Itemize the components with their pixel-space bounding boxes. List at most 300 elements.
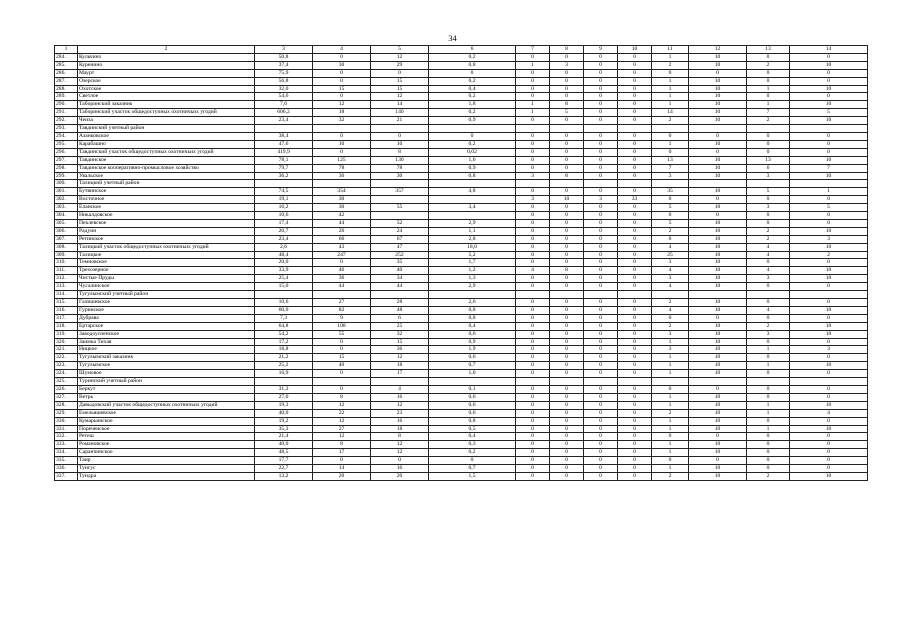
column-header: 12 [689, 46, 747, 54]
value-cell: 28 [371, 299, 429, 307]
value-cell: 0 [516, 275, 550, 283]
value-cell: 15 [371, 85, 429, 93]
value-cell: 2 [652, 409, 689, 417]
value-cell: 10 [689, 101, 747, 109]
value-cell: 60,0 [255, 306, 313, 314]
value-cell: 1,6 [429, 156, 516, 164]
value-cell: 108 [313, 322, 371, 330]
value-cell: 0 [618, 425, 652, 433]
value-cell: 0 [516, 465, 550, 473]
value-cell: 0 [516, 370, 550, 378]
value-cell: 3 [516, 172, 550, 180]
value-cell [584, 180, 618, 188]
value-cell: 0 [790, 69, 868, 77]
area-name-cell: Шумовое [78, 370, 255, 378]
area-name-cell: Талицкое [78, 251, 255, 259]
value-cell [371, 291, 429, 299]
value-cell: 0 [747, 370, 790, 378]
value-cell: 8 [550, 101, 584, 109]
value-cell [429, 125, 516, 133]
value-cell: 10 [689, 227, 747, 235]
value-cell: 0 [516, 362, 550, 370]
value-cell: 17,4 [255, 219, 313, 227]
value-cell: 4,8 [429, 188, 516, 196]
value-cell [313, 378, 371, 386]
value-cell: 0 [689, 314, 747, 322]
value-cell: 4 [747, 243, 790, 251]
value-cell: 35 [371, 259, 429, 267]
value-cell: 10 [689, 299, 747, 307]
table-row [55, 69, 868, 77]
row-number-cell: 328. [55, 401, 78, 409]
area-name-cell: Гуринское [78, 306, 255, 314]
value-cell: 10 [689, 449, 747, 457]
row-number-cell: 316. [55, 306, 78, 314]
value-cell: 0,7 [429, 465, 516, 473]
value-cell: 0 [790, 370, 868, 378]
value-cell: 0 [584, 457, 618, 465]
value-cell: 18 [371, 425, 429, 433]
value-cell: 0 [516, 227, 550, 235]
value-cell: 130 [371, 156, 429, 164]
column-header: 3 [255, 46, 313, 54]
value-cell: 0 [790, 132, 868, 140]
table-row [55, 219, 868, 227]
value-cell: 0 [584, 188, 618, 196]
value-cell: 48,4 [255, 251, 313, 259]
value-cell: 24 [371, 227, 429, 235]
value-cell: 0 [550, 346, 584, 354]
value-cell [255, 291, 313, 299]
value-cell: 0 [584, 346, 618, 354]
value-cell: 3 [516, 196, 550, 204]
value-cell: 0 [550, 275, 584, 283]
value-cell: 0 [747, 385, 790, 393]
value-cell: 0 [550, 441, 584, 449]
value-cell: 31,3 [255, 385, 313, 393]
area-name-cell: Еланское [78, 204, 255, 212]
value-cell: 10 [689, 322, 747, 330]
area-name-cell: Светлое [78, 93, 255, 101]
value-cell: 0 [584, 385, 618, 393]
value-cell: 0 [790, 283, 868, 291]
table-row [55, 457, 868, 465]
value-cell: 0 [516, 85, 550, 93]
row-number-cell: 288. [55, 85, 78, 93]
value-cell: 0 [618, 362, 652, 370]
value-cell: 12 [371, 93, 429, 101]
table-row [55, 93, 868, 101]
value-cell: 0 [550, 354, 584, 362]
value-cell: 0 [618, 227, 652, 235]
value-cell [689, 125, 747, 133]
value-cell: 0 [313, 93, 371, 101]
value-cell: 1 [652, 338, 689, 346]
value-cell: 12 [371, 449, 429, 457]
value-cell: 0 [550, 77, 584, 85]
value-cell: 10 [790, 275, 868, 283]
table-row [55, 330, 868, 338]
value-cell: 7,3 [255, 314, 313, 322]
value-cell: 1 [747, 409, 790, 417]
value-cell: 3 [790, 346, 868, 354]
value-cell: 64,8 [255, 322, 313, 330]
value-cell: 0 [618, 457, 652, 465]
value-cell: 10 [790, 172, 868, 180]
value-cell: 0,02 [429, 148, 516, 156]
table-row [55, 172, 868, 180]
value-cell: 5 [550, 109, 584, 117]
area-name-cell: Маурт [78, 69, 255, 77]
value-cell: 0 [516, 457, 550, 465]
value-cell: 0 [790, 417, 868, 425]
value-cell [689, 378, 747, 386]
value-cell: 0 [550, 338, 584, 346]
value-cell: 0 [584, 109, 618, 117]
row-number-cell: 292. [55, 117, 78, 125]
value-cell: 0 [584, 259, 618, 267]
value-cell: 0 [618, 283, 652, 291]
value-cell: 0,2 [429, 449, 516, 457]
value-cell: 0 [747, 393, 790, 401]
table-row [55, 267, 868, 275]
value-cell: 0 [584, 219, 618, 227]
value-cell [618, 180, 652, 188]
value-cell: 5 [652, 204, 689, 212]
value-cell: 0 [790, 259, 868, 267]
area-name-cell: Заимка Тихая [78, 338, 255, 346]
value-cell: 4 [652, 267, 689, 275]
value-cell: 2 [747, 472, 790, 480]
value-cell [790, 291, 868, 299]
value-cell: 1 [747, 425, 790, 433]
value-cell: 0 [790, 465, 868, 473]
value-cell: 7 [790, 164, 868, 172]
table-row [55, 346, 868, 354]
value-cell: 54,6 [255, 93, 313, 101]
value-cell: 3 [652, 259, 689, 267]
value-cell [371, 212, 429, 220]
column-header: 2 [78, 46, 255, 54]
value-cell: 0,8 [429, 172, 516, 180]
value-cell: 0 [652, 69, 689, 77]
row-number-cell: 285. [55, 61, 78, 69]
value-cell: 12 [313, 433, 371, 441]
value-cell [550, 378, 584, 386]
value-cell: 0 [550, 204, 584, 212]
value-cell: 0 [371, 132, 429, 140]
value-cell: 0 [790, 148, 868, 156]
value-cell: 4 [790, 409, 868, 417]
value-cell: 0 [584, 172, 618, 180]
row-number-cell: 301. [55, 188, 78, 196]
column-header: 11 [652, 46, 689, 54]
value-cell: 67 [371, 235, 429, 243]
value-cell: 0 [584, 306, 618, 314]
value-cell: 0 [516, 132, 550, 140]
value-cell: 0 [516, 441, 550, 449]
area-name-cell: Тавдинский участок общедоступных охотничьих угодий [78, 148, 255, 156]
value-cell: 3 [790, 235, 868, 243]
area-name-cell: Дубрава [78, 314, 255, 322]
value-cell: 1,9 [429, 346, 516, 354]
value-cell [550, 125, 584, 133]
value-cell: 1 [652, 93, 689, 101]
value-cell: 0 [652, 314, 689, 322]
value-cell: 0 [516, 212, 550, 220]
value-cell: 0 [618, 117, 652, 125]
row-number-cell: 333. [55, 441, 78, 449]
value-cell: 30 [371, 172, 429, 180]
value-cell [584, 378, 618, 386]
area-name-cell: Тавдинское кооперативно-промысловое хозяйство [78, 164, 255, 172]
value-cell: 33,9 [255, 267, 313, 275]
value-cell: 0,4 [429, 322, 516, 330]
value-cell: 40 [313, 362, 371, 370]
value-cell: 8 [550, 172, 584, 180]
value-cell: 10 [689, 109, 747, 117]
value-cell: 0 [584, 101, 618, 109]
value-cell: 0,6 [429, 401, 516, 409]
value-cell: 0 [371, 69, 429, 77]
value-cell: 30 [313, 196, 371, 204]
area-name-cell: Талицкий участок общедоступных охотничьих угодий [78, 243, 255, 251]
value-cell: 10 [689, 401, 747, 409]
table-row [55, 362, 868, 370]
value-cell: 38,4 [255, 132, 313, 140]
column-header: 4 [313, 46, 371, 54]
value-cell [747, 125, 790, 133]
value-cell: 1 [652, 417, 689, 425]
table-row [55, 180, 868, 188]
value-cell: 10 [550, 196, 584, 204]
value-cell: 0 [790, 140, 868, 148]
value-cell: 10 [689, 472, 747, 480]
value-cell: 10 [790, 425, 868, 433]
row-number-cell: 334. [55, 449, 78, 457]
value-cell: 25 [371, 322, 429, 330]
value-cell: 10 [689, 354, 747, 362]
value-cell: 15 [371, 77, 429, 85]
area-name-cell: Чистые Пруды [78, 275, 255, 283]
value-cell: 0 [550, 362, 584, 370]
value-cell: 10 [790, 306, 868, 314]
row-number-cell: 290. [55, 101, 78, 109]
value-cell [747, 378, 790, 386]
value-cell: 0 [747, 77, 790, 85]
table-row [55, 196, 868, 204]
value-cell: 0 [550, 322, 584, 330]
row-number-cell: 298. [55, 164, 78, 172]
value-cell: 0 [516, 53, 550, 61]
row-number-cell: 314. [55, 291, 78, 299]
value-cell: 18,8 [255, 346, 313, 354]
value-cell: 0 [618, 259, 652, 267]
area-name-cell: Никалдовское [78, 212, 255, 220]
value-cell: 8 [371, 148, 429, 156]
value-cell: 10 [689, 275, 747, 283]
area-name-cell: Темновское [78, 259, 255, 267]
value-cell: 0 [516, 117, 550, 125]
row-number-cell: 302. [55, 196, 78, 204]
row-number-cell: 323. [55, 362, 78, 370]
row-number-cell: 332. [55, 433, 78, 441]
value-cell: 10 [689, 188, 747, 196]
value-cell: 0 [790, 449, 868, 457]
area-name-cell: Восточное [78, 196, 255, 204]
value-cell [429, 378, 516, 386]
row-number-cell: 287. [55, 77, 78, 85]
value-cell: 7,6 [255, 101, 313, 109]
value-cell: 17 [313, 449, 371, 457]
value-cell: 0 [516, 417, 550, 425]
row-number-cell: 297. [55, 156, 78, 164]
value-cell: 0 [516, 148, 550, 156]
area-name-cell: Увальское [78, 172, 255, 180]
column-header: 1 [55, 46, 78, 54]
value-cell [550, 180, 584, 188]
value-cell: 0 [550, 417, 584, 425]
value-cell: 0 [516, 393, 550, 401]
value-cell: 10 [689, 204, 747, 212]
value-cell: 1 [652, 53, 689, 61]
value-cell: 3 [584, 196, 618, 204]
value-cell: 0 [584, 393, 618, 401]
value-cell [550, 291, 584, 299]
row-number-cell: 322. [55, 354, 78, 362]
value-cell: 0,6 [429, 409, 516, 417]
value-cell: 0 [584, 204, 618, 212]
value-cell: 1 [747, 401, 790, 409]
value-cell: 22 [313, 409, 371, 417]
area-name-cell: Ретинское [78, 235, 255, 243]
value-cell: 5 [790, 204, 868, 212]
value-cell: 0 [550, 465, 584, 473]
value-cell: 35 [652, 188, 689, 196]
table-row [55, 322, 868, 330]
row-number-cell: 309. [55, 251, 78, 259]
value-cell: 78 [313, 164, 371, 172]
value-cell: 0 [313, 53, 371, 61]
value-cell: 16 [371, 417, 429, 425]
row-number-cell: 312. [55, 275, 78, 283]
value-cell: 0 [516, 338, 550, 346]
value-cell: 0 [550, 283, 584, 291]
value-cell: 1 [652, 449, 689, 457]
value-cell: 5 [790, 109, 868, 117]
value-cell: 54,2 [255, 330, 313, 338]
value-cell: 50,8 [255, 53, 313, 61]
value-cell: 8 [313, 441, 371, 449]
area-name-cell: Таборинский заказник [78, 101, 255, 109]
value-cell: 0 [313, 338, 371, 346]
row-number-cell: 286. [55, 69, 78, 77]
area-name-cell: Пореченское [78, 425, 255, 433]
value-cell: 0 [429, 457, 516, 465]
value-cell: 0 [550, 243, 584, 251]
value-cell: 0 [790, 441, 868, 449]
value-cell: 0 [689, 457, 747, 465]
value-cell: 27,0 [255, 393, 313, 401]
value-cell: 1 [516, 101, 550, 109]
value-cell: 0 [747, 69, 790, 77]
value-cell: 0 [516, 164, 550, 172]
area-name-cell: Карабашно [78, 140, 255, 148]
value-cell: 3 [747, 275, 790, 283]
table-row [55, 393, 868, 401]
value-cell: 2 [747, 227, 790, 235]
value-cell: 0 [550, 457, 584, 465]
table-row [55, 259, 868, 267]
table-row [55, 314, 868, 322]
value-cell: 1,1 [429, 227, 516, 235]
value-cell: 10 [689, 61, 747, 69]
value-cell: 0 [313, 385, 371, 393]
value-cell: 36 [313, 172, 371, 180]
area-name-cell: Охотское [78, 85, 255, 93]
value-cell: 10 [313, 140, 371, 148]
value-cell: 0 [516, 354, 550, 362]
value-cell: 0 [550, 156, 584, 164]
table-row [55, 378, 868, 386]
value-cell: 0 [550, 449, 584, 457]
value-cell: 0 [747, 93, 790, 101]
value-cell: 0 [550, 385, 584, 393]
value-cell: 0 [652, 212, 689, 220]
value-cell: 252 [371, 251, 429, 259]
row-number-cell: 315. [55, 299, 78, 307]
value-cell: 30 [313, 204, 371, 212]
value-cell: 0 [584, 370, 618, 378]
table-row [55, 101, 868, 109]
value-cell: 0,6 [429, 354, 516, 362]
row-number-cell: 289. [55, 93, 78, 101]
value-cell: 26 [313, 227, 371, 235]
row-number-cell: 313. [55, 283, 78, 291]
value-cell: 0 [747, 417, 790, 425]
value-cell: 2 [790, 251, 868, 259]
value-cell: 0 [618, 164, 652, 172]
row-number-cell: 303. [55, 204, 78, 212]
value-cell: 1 [652, 393, 689, 401]
value-cell: 44 [313, 283, 371, 291]
value-cell: 6 [747, 164, 790, 172]
value-cell: 5 [747, 188, 790, 196]
value-cell: 0 [584, 77, 618, 85]
area-name-cell: Чеиза [78, 117, 255, 125]
value-cell: 0 [618, 93, 652, 101]
value-cell: 10 [689, 172, 747, 180]
row-number-cell: 325. [55, 378, 78, 386]
column-header: 9 [584, 46, 618, 54]
value-cell: 0 [618, 77, 652, 85]
value-cell: 35,3 [255, 425, 313, 433]
row-number-cell: 293. [55, 125, 78, 133]
row-number-cell: 307. [55, 235, 78, 243]
value-cell: 12 [313, 401, 371, 409]
value-cell: 10 [689, 93, 747, 101]
value-cell: 4 [652, 243, 689, 251]
value-cell: 42 [313, 212, 371, 220]
value-cell: 0,2 [429, 109, 516, 117]
value-cell: 1 [747, 346, 790, 354]
value-cell: 0 [618, 132, 652, 140]
value-cell: 0 [516, 251, 550, 259]
value-cell: 0 [584, 227, 618, 235]
area-name-cell: Радуин [78, 227, 255, 235]
value-cell: 0 [747, 449, 790, 457]
value-cell: 0 [652, 385, 689, 393]
